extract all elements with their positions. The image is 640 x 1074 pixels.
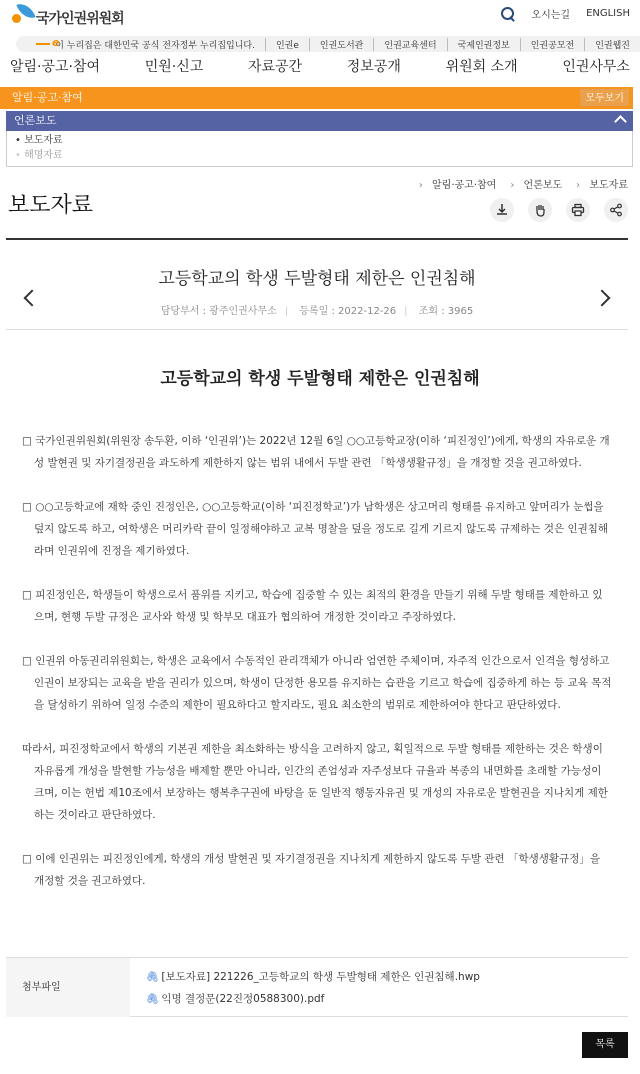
page-tools (490, 198, 628, 222)
nav-item[interactable]: 위원회 소개 (445, 59, 518, 75)
article-date: 등록일 : 2022-12-26 (299, 306, 397, 317)
gov-link[interactable]: 인권도서관 (309, 38, 373, 51)
chevron-up-icon[interactable] (614, 115, 627, 128)
main-nav (0, 56, 640, 80)
submenu-item-press-release[interactable]: • 보도자료 (15, 133, 632, 148)
breadcrumb (419, 176, 628, 191)
sub-section-bar[interactable] (6, 111, 633, 131)
gov-banner-text: 이 누리집은 대한민국 공식 전자정부 누리집입니다. (55, 40, 255, 51)
hand-icon[interactable] (528, 198, 552, 222)
list-button[interactable]: 목록 (582, 1032, 628, 1058)
article-paragraph: □ ○○고등학교에 재학 중인 진정인은, ○○고등학교(이하 ‘피진정학교’)가 남학생은 상고머리 형태를 유지하고 앞머리가 눈썹을 덮지 않도록 하고, 여학생은 머리카락 끝이 일정해야하고 교복 명찰을 덮을 정도로 길게 기르지 않도록 규제하는 것은 인권침해라며 인권위에 진정을 제기하였다. (22, 501, 609, 557)
section-bar-label: 알림·공고·참여 (12, 91, 83, 104)
section-bar[interactable] (0, 87, 633, 109)
article-paragraph: □ 국가인권위원회(위원장 송두환, 이하 ‘인권위’)는 2022년 12월 6일 ○○고등학교장(이하 ‘피진정인’)에게, 학생의 자유로운 개성 발현권 및 자기결정권을 과도하게 제한하지 않는 범위 내에서 두발 관련 「학생생활규정」을 개정할 것을 권고하였다. (22, 435, 610, 469)
attachment-file[interactable] (146, 988, 480, 1010)
article-paragraph: □ 피진정인은, 학생들이 학생으로서 품위를 지키고, 학습에 집중할 수 있는 최적의 환경을 만들기 위해 두발 형태를 제한하고 있으며, 현행 두발 규정은 교사와 학생 및 학부모 대표가 협의하여 개정한 것이라고 주장하였다. (22, 589, 603, 623)
logo-text: 국가인권위원회 (36, 11, 124, 27)
article-paragraph: □ 이에 인권위는 피진정인에게, 학생의 개성 발현권 및 자기결정권을 지나치게 제한하지 않도록 두발 관련 「학생생활규정」을 개정할 것을 권고하였다. (22, 853, 600, 887)
gov-link[interactable]: 인권웹진 (584, 38, 640, 51)
breadcrumb-item[interactable]: › 보도자료 (576, 176, 628, 191)
article-title: 고등학교의 학생 두발형태 제한은 인권침해 (158, 269, 476, 289)
print-icon[interactable] (566, 198, 590, 222)
breadcrumb-item[interactable]: › 언론보도 (510, 176, 562, 191)
nav-item[interactable]: 정보공개 (346, 59, 401, 75)
share-icon[interactable] (604, 198, 628, 222)
attachments-label: 첨부파일 (6, 958, 130, 1017)
gov-link[interactable]: 인권교육센터 (373, 38, 446, 51)
body-title: 고등학교의 학생 두발형태 제한은 인권침해 (160, 369, 480, 389)
attachment-file-name[interactable]: 익명 결정문(22진정0588300).pdf (161, 993, 325, 1005)
nav-item[interactable]: 민원·신고 (144, 59, 204, 75)
download-icon[interactable] (490, 198, 514, 222)
search-icon[interactable] (501, 7, 515, 21)
gov-banner (16, 36, 640, 52)
breadcrumb-item[interactable]: › 알림·공고·참여 (419, 176, 497, 191)
site-header (0, 0, 640, 32)
english-link[interactable]: ENGLISH (586, 8, 630, 19)
view-all-button[interactable]: 모두보기 (580, 89, 629, 106)
article-dept: 담당부서 : 광주인권사무소 (160, 306, 277, 317)
nav-item[interactable]: 인권사무소 (562, 59, 630, 75)
nav-item[interactable]: 자료공간 (247, 59, 303, 75)
article-paragraph: 따라서, 피진정학교에서 학생의 기본권 제한을 최소화하는 방식을 고려하지 않고, 획일적으로 두발 형태를 제한하는 것은 학생이 자유롭게 개성을 발현할 가능성을 배제할 뿐만 아니라, 인간의 존엄성과 자주성보다 규율과 복종의 내면화를 초래할 가능성이 크며, 이는 헌법 제10조에서 보장하는 행복추구권에 바탕을 둔 일반적 행동자유권 및 개성의 자유로운 발현권을 지나치게 제한하는 것이라고 판단하였다. (22, 743, 608, 821)
paperclip-icon: 🖇 (146, 993, 160, 1005)
article-header (6, 240, 628, 330)
attachments (6, 957, 628, 1017)
attachment-file-name[interactable]: [보도자료] 221226_고등학교의 학생 두발형태 제한은 인권침해.hwp (161, 971, 480, 983)
gov-link[interactable]: 국제인권정보 (447, 38, 520, 51)
submenu (6, 131, 633, 167)
gov-link[interactable]: 인권공모전 (520, 38, 584, 51)
article-meta: 담당부서 : 광주인권사무소 | 등록일 : 2022-12-26 | 조회 : 3965 (6, 302, 628, 317)
submenu-item-clarification[interactable]: • 해명자료 (15, 148, 632, 163)
logo-mark-icon (10, 2, 34, 28)
gov-link[interactable]: 인권e (265, 38, 309, 51)
nav-item[interactable]: 알림·공고·참여 (10, 59, 101, 75)
egov-mark-icon (36, 39, 47, 49)
site-logo[interactable] (10, 2, 124, 28)
page-title: 보도자료 (8, 193, 94, 218)
article-paragraph: □ 인권위 아동권리위원회는, 학생은 교육에서 수동적인 관리객체가 아니라 엄연한 주체이며, 자주적 인간으로서 인격을 형성하고 인권이 보장되는 교육을 받을 권리가 있으며, 학생이 단정한 용모를 유지하는 습관을 기르고 학습에 집중하게 하는 등 교육 목적을 달성하기 위하여 일정 수준의 제한이 필요하다고 할지라도, 필요 최소한의 범위로 제한하여야 한다고 판단하였다. (22, 655, 612, 711)
directions-link[interactable]: 오시는길 (531, 10, 571, 21)
attachment-file[interactable] (146, 966, 480, 988)
article-views: 조회 : 3965 (418, 306, 474, 317)
article-body (22, 430, 612, 914)
paperclip-icon: 🖇 (146, 971, 160, 983)
sub-section-label: 언론보도 (14, 114, 57, 127)
